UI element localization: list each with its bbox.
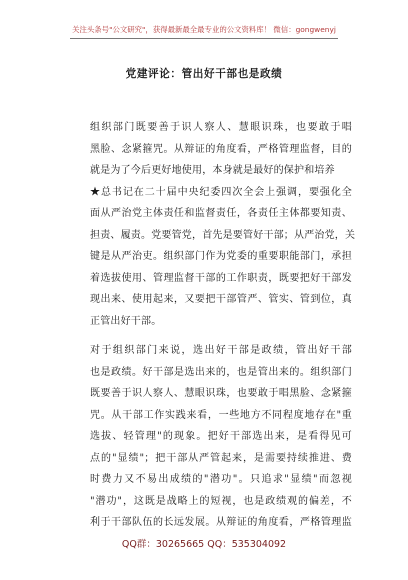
page-footer: QQ群：30265665 QQ：535304092 [121, 539, 287, 550]
paragraph [90, 340, 352, 534]
text-line: ★总书记在二十届中央纪委四次全会上强调，要强化全 [90, 186, 352, 198]
document-body [90, 117, 356, 534]
paragraph [90, 117, 352, 182]
text-line: 面从严治党主体责任和监督责任，各责任主体都要知责、 [90, 208, 352, 219]
text-line: 点的"显绩"；把干部从严管起来，是需要持续推进、费 [90, 452, 352, 464]
text-line: 时费力又不易出成绩的"潜功"。只追求"显绩"而忽视 [90, 474, 352, 485]
text-line: 利于干部队伍的长远发展。从辩证的角度看，严格管理监 [90, 517, 352, 528]
document-title: 党建评论：管出好干部也是政绩 [125, 68, 283, 80]
text-line: "潜功"，这既是战略上的短视，也是政绩观的偏差，不 [90, 495, 352, 507]
text-line: 正管出好干部。 [90, 315, 162, 327]
text-line: 黑脸、念紧箍咒。从辩证的角度看，严格管理监督，目的 [90, 143, 352, 155]
paragraph [90, 182, 356, 333]
text-line: 着选拔使用、管理监督干部的工作职责，既要把好干部发 [90, 272, 352, 284]
text-line: 咒。从干部工作实践来看，一些地方不同程度地存在"重 [90, 409, 352, 421]
text-line: 现出来、使用起来，又要把干部管严、管实、管到位，真 [90, 294, 352, 305]
page-header: 关注头条号"公文研究"，获得最新最全最专业的公文资料库！ 微信：gongwenyj [72, 25, 336, 34]
text-line: 选拔、轻管理"的现象。把好干部选出来，是看得见可 [90, 431, 352, 442]
text-line: 对于组织部门来说，选出好干部是政绩，管出好干部 [90, 345, 352, 356]
text-line: 键是从严治吏。组织部门作为党委的重要职能部门，承担 [90, 251, 352, 262]
header-divider [70, 38, 338, 39]
text-line: 担责、履责。党要管党，首先是要管好干部；从严治党，关 [90, 229, 356, 241]
text-line: 既要善于识人察人、慧眼识珠，也要敢于唱黑脸、念紧箍 [90, 388, 352, 399]
text-line: 也是政绩。好干部是选出来的，也是管出来的。组织部门 [90, 366, 352, 378]
text-line: 组织部门既要善于识人察人、慧眼识珠，也要敢于唱 [90, 122, 352, 133]
text-line: 就是为了今后更好地使用，本身就是最好的保护和培养 [90, 165, 335, 176]
